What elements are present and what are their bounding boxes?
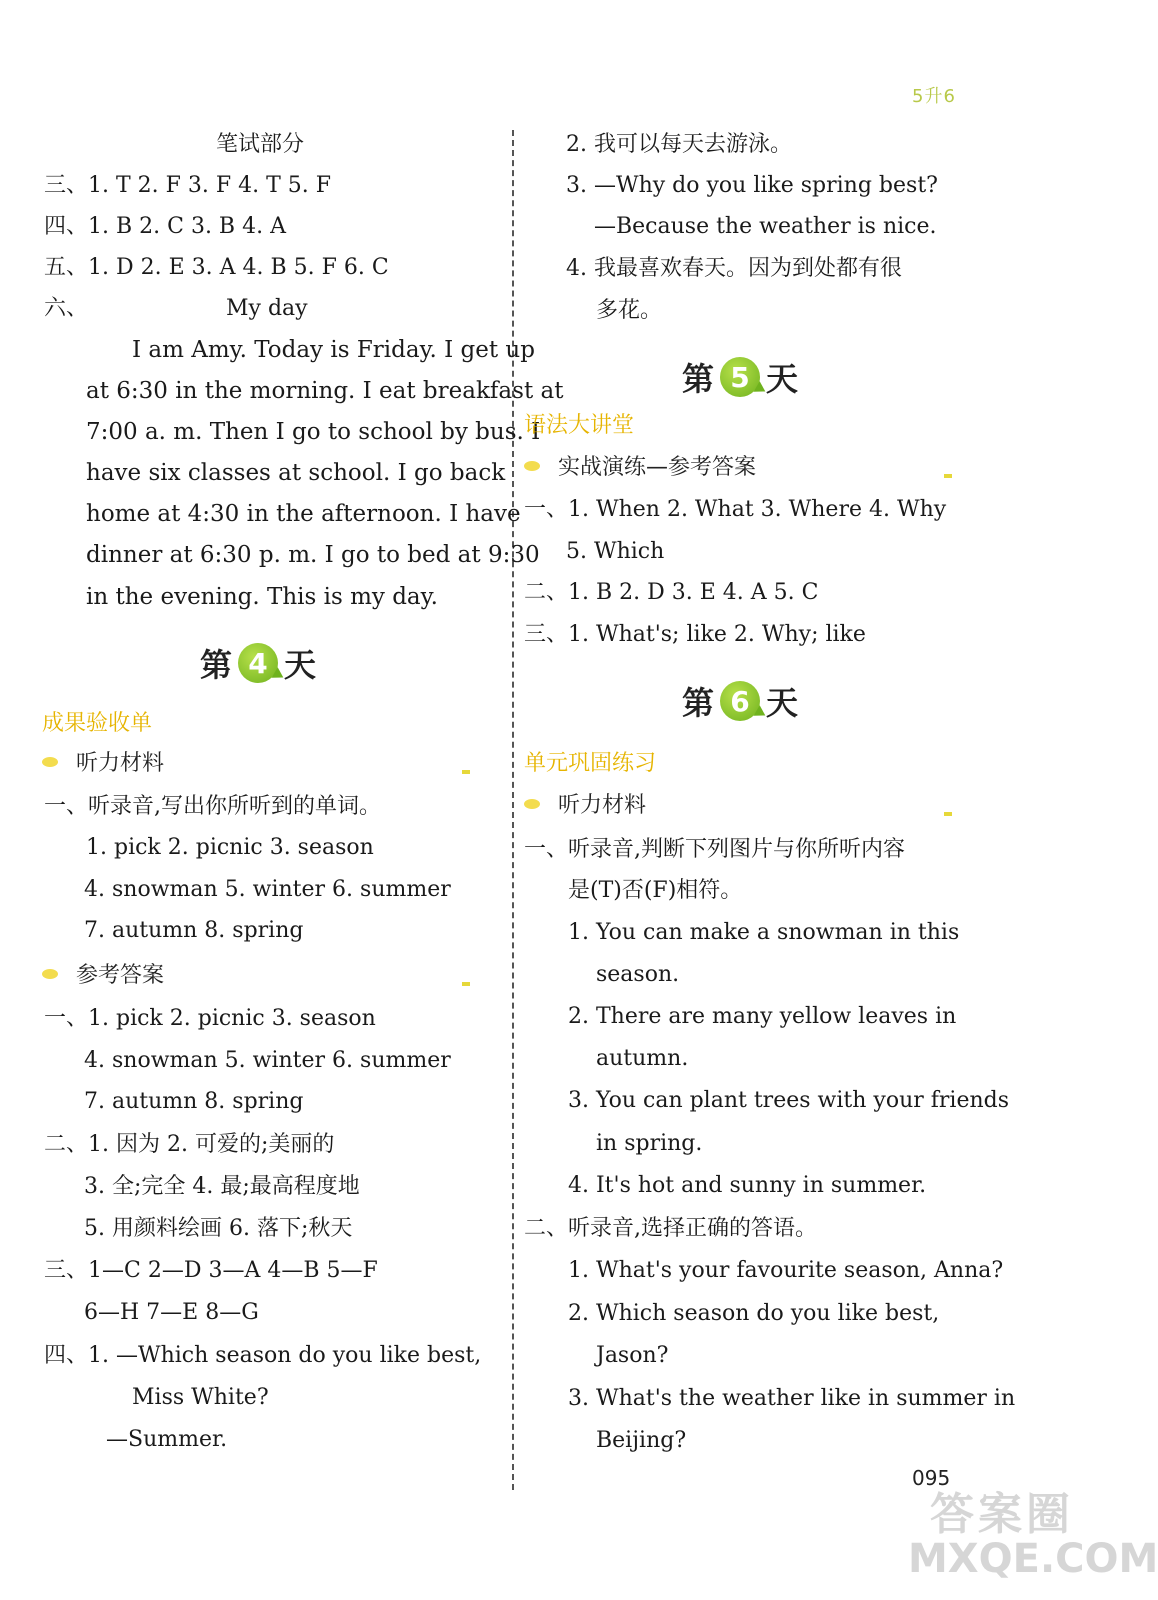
ans-row: 3. 全;完全 4. 最;最高程度地 bbox=[84, 1174, 360, 1199]
sub-answers-label: 参考答案 bbox=[76, 963, 165, 988]
essay-line: 7:00 a. m. Then I go to school by bus. I bbox=[86, 419, 541, 445]
practice-row: 二、1. B 2. D 3. E 4. A 5. C bbox=[524, 580, 819, 605]
practice-row: 三、1. What's; like 2. Why; like bbox=[524, 622, 866, 647]
day-prefix: 第 bbox=[682, 360, 715, 398]
essay-line: have six classes at school. I go back bbox=[86, 460, 506, 486]
sub-unit-listening-heading bbox=[524, 788, 646, 819]
bullet-icon bbox=[524, 461, 540, 471]
right-row: —Because the weather is nice. bbox=[594, 214, 937, 239]
day-5-title bbox=[682, 354, 798, 400]
ans-row: 三、1—C 2—D 3—A 4—B 5—F bbox=[44, 1258, 378, 1283]
ans-row: —Summer. bbox=[106, 1427, 228, 1452]
grade-label: 5升6 bbox=[912, 86, 956, 107]
section-results-heading: 成果验收单 bbox=[42, 711, 153, 736]
ans-row: 二、1. 因为 2. 可爱的;美丽的 bbox=[44, 1132, 335, 1157]
right-row: 4. 我最喜欢春天。因为到处都有很 bbox=[566, 256, 902, 281]
day-number-badge: 5 bbox=[720, 357, 760, 397]
day-suffix: 天 bbox=[766, 360, 799, 398]
essay-line: dinner at 6:30 p. m. I go to bed at 9:30 bbox=[86, 542, 540, 568]
ans-row: 7. autumn 8. spring bbox=[84, 1089, 304, 1114]
answer-row-5: 五、1. D 2. E 3. A 4. B 5. F 6. C bbox=[44, 255, 389, 280]
essay-line: at 6:30 in the morning. I eat breakfast at bbox=[86, 378, 564, 404]
bullet-icon bbox=[524, 799, 540, 809]
sub-practice-label: 实战演练—参考答案 bbox=[558, 455, 757, 480]
listen-row: 4. snowman 5. winter 6. summer bbox=[84, 877, 451, 902]
ans-row: 4. snowman 5. winter 6. summer bbox=[84, 1048, 451, 1073]
column-divider bbox=[512, 130, 514, 1490]
written-section-title: 笔试部分 bbox=[216, 132, 305, 157]
day-suffix: 天 bbox=[766, 684, 799, 722]
sub-listening-heading bbox=[42, 746, 164, 777]
watermark-logo: 答案圈 bbox=[930, 1489, 1074, 1540]
ans-row: Miss White? bbox=[132, 1385, 269, 1410]
day-prefix: 第 bbox=[200, 646, 233, 684]
right-row: 多花。 bbox=[596, 298, 663, 323]
watermark-url: MXQE.COM bbox=[908, 1536, 1158, 1582]
unit-row: 是(T)否(F)相符。 bbox=[568, 878, 743, 903]
practice-row: 5. Which bbox=[566, 539, 665, 564]
decor-dot bbox=[462, 982, 470, 986]
day-number-badge: 4 bbox=[238, 643, 278, 683]
right-row: 3. —Why do you like spring best? bbox=[566, 173, 938, 198]
unit-row: 3. What's the weather like in summer in bbox=[568, 1386, 1016, 1411]
answer-row-4: 四、1. B 2. C 3. B 4. A bbox=[44, 214, 286, 239]
section-grammar-heading: 语法大讲堂 bbox=[524, 413, 635, 438]
sub-unit-listening-label: 听力材料 bbox=[558, 793, 647, 818]
answer-row-3: 三、1. T 2. F 3. F 4. T 5. F bbox=[44, 173, 332, 198]
unit-row: autumn. bbox=[596, 1046, 689, 1071]
essay-line: home at 4:30 in the afternoon. I have bbox=[86, 501, 521, 527]
essay-line: in the evening. This is my day. bbox=[86, 584, 438, 610]
essay-title: My day bbox=[226, 296, 308, 321]
listen-row: 7. autumn 8. spring bbox=[84, 918, 304, 943]
bullet-icon bbox=[42, 757, 58, 767]
day-4-title bbox=[200, 640, 316, 686]
sub-answers-heading bbox=[42, 958, 164, 989]
ans-row: 四、1. —Which season do you like best, bbox=[44, 1343, 482, 1368]
answer-row-6-label: 六、 bbox=[44, 296, 89, 321]
decor-dot bbox=[462, 770, 470, 774]
ans-row: 5. 用颜料绘画 6. 落下;秋天 bbox=[84, 1216, 353, 1241]
decor-dot bbox=[944, 812, 952, 816]
unit-row: 二、听录音,选择正确的答语。 bbox=[524, 1216, 817, 1241]
unit-row: 1. You can make a snowman in this bbox=[568, 920, 960, 945]
unit-row: 1. What's your favourite season, Anna? bbox=[568, 1258, 1004, 1283]
day-suffix: 天 bbox=[284, 646, 317, 684]
unit-row: 一、听录音,判断下列图片与你所听内容 bbox=[524, 837, 905, 862]
unit-row: 2. Which season do you like best, bbox=[568, 1301, 940, 1326]
listen-q1: 一、听录音,写出你所听到的单词。 bbox=[44, 794, 381, 819]
day-6-title bbox=[682, 678, 798, 724]
listen-row: 1. pick 2. picnic 3. season bbox=[86, 835, 374, 860]
decor-dot bbox=[944, 474, 952, 478]
right-row: 2. 我可以每天去游泳。 bbox=[566, 132, 792, 157]
ans-row: 一、1. pick 2. picnic 3. season bbox=[44, 1006, 376, 1031]
unit-row: 4. It's hot and sunny in summer. bbox=[568, 1173, 927, 1198]
section-unit-heading: 单元巩固练习 bbox=[524, 751, 657, 776]
unit-row: 3. You can plant trees with your friends bbox=[568, 1088, 1009, 1113]
sub-listening-label: 听力材料 bbox=[76, 751, 165, 776]
unit-row: in spring. bbox=[596, 1131, 703, 1156]
unit-row: Jason? bbox=[596, 1343, 669, 1368]
ans-row: 6—H 7—E 8—G bbox=[84, 1300, 259, 1325]
unit-row: 2. There are many yellow leaves in bbox=[568, 1004, 957, 1029]
essay-line: I am Amy. Today is Friday. I get up bbox=[132, 337, 535, 363]
unit-row: season. bbox=[596, 962, 680, 987]
practice-row: 一、1. When 2. What 3. Where 4. Why bbox=[524, 497, 947, 522]
sub-practice-heading bbox=[524, 450, 756, 481]
day-prefix: 第 bbox=[682, 684, 715, 722]
bullet-icon bbox=[42, 969, 58, 979]
page-number: 095 bbox=[912, 1466, 951, 1490]
unit-row: Beijing? bbox=[596, 1428, 687, 1453]
day-number-badge: 6 bbox=[720, 681, 760, 721]
